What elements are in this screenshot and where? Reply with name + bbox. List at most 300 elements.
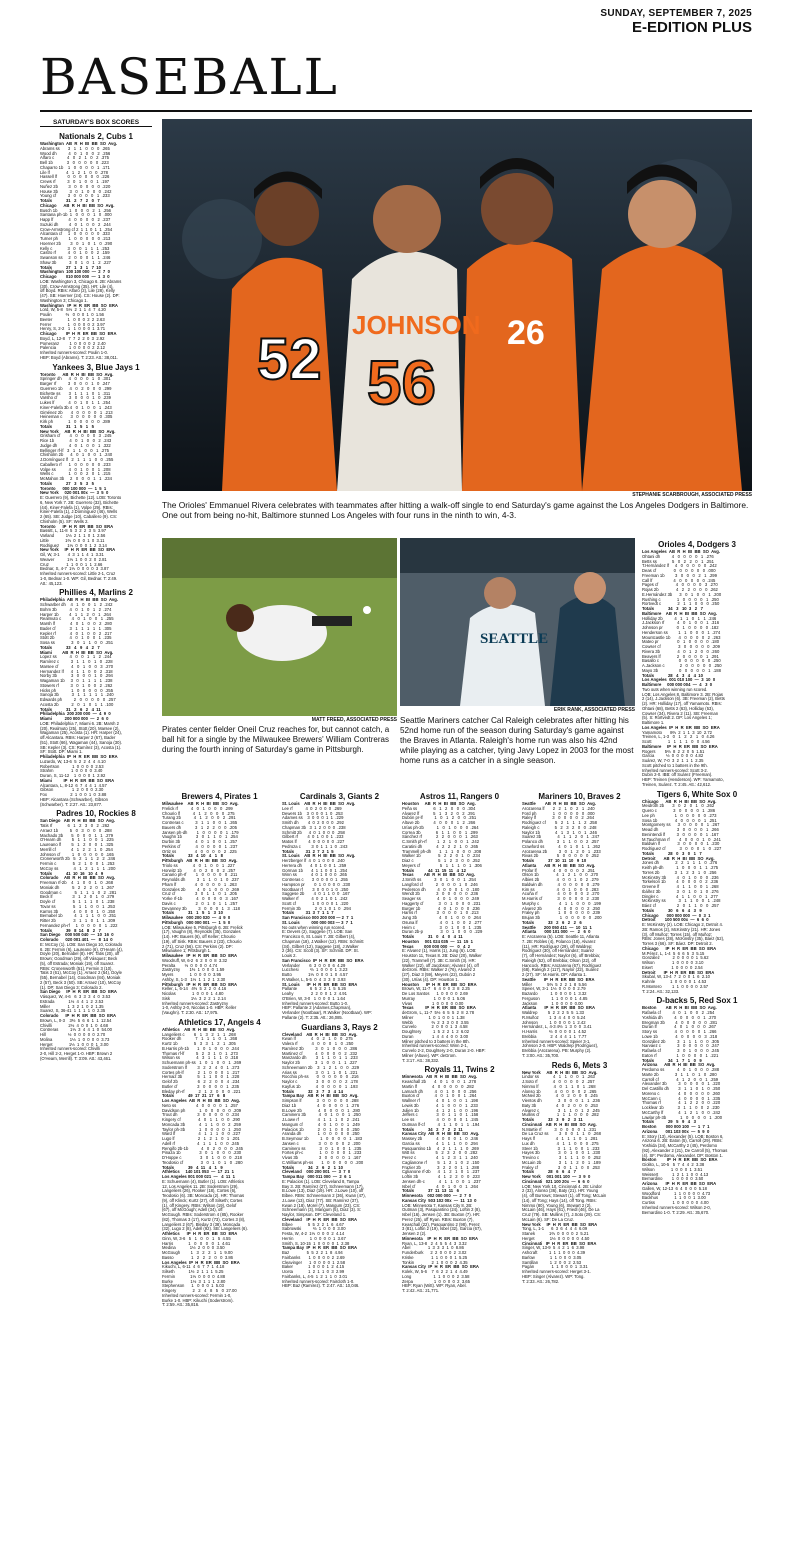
box-score-line: Hicks ph 1 0 0 0 0 0 .255 [40,687,114,693]
box-score-line: Aranda dh 1 0 0 0 0 0 .250 [282,1131,360,1137]
box-score-line: Bregman 3b 4 0 0 0 0 0 .281 [642,1019,718,1025]
box-score-line: Tatis 3 (61), McCoy (1), Arraez 2 (54), Doyle [40,970,122,976]
box-score-line: Kansas City IP H R ER BB SO ERA [402,1264,479,1270]
box-score-line: Hoerner 2b 3 0 1 0 1 0 .290 [40,240,113,246]
box-score-line: Baltimore 1. [642,720,665,725]
box-score-line: Locklear 1b 3 1 1 0 0 2 .230 [642,1105,720,1110]
box-score-line: Caglianone rf 5 1 2 1 0 2 .150 [402,1159,480,1165]
box-score-line: Toronto 000 100 000 — 1 5 1 [40,485,107,491]
game-headline: Brewers 4, Pirates 1 [181,792,258,801]
box-score-line: D'Hoppe c 3 0 1 0 0 0 .218 [162,1155,242,1160]
box-score-line: Baltimore AB R H BI BB SO Avg. [642,610,717,616]
box-score-line: 3 (81), Loftin 2 (19), Isbel (32), Garcia (67), [402,1226,482,1232]
box-score-line: Totals 41 10 16 10 4 9 [40,870,104,876]
box-score-line: Philadelphia IP H R ER BB SO ERA [40,754,118,759]
box-score-line: San Diego AB R H BI BB SO Avg. [40,818,115,824]
box-score-line: LOB: Philadelphia 7, Miami 6. 2B: Marsh 2 [40,720,119,726]
box-score-line: Kim ss 4 0 1 0 0 0 .283 [522,886,599,892]
box-score-line: deGrom, L, 11-7 5⅓ 6 5 5 2 8 2.78 [402,1010,475,1015]
box-score-line: Rodríguez cf 5 2 1 1 1 2 .258 [522,820,597,825]
box-score-line: Cortes ph-lf 2 1 0 0 0 1 .217 [162,1069,240,1075]
box-score-line: Jansen ph-dh 1 0 0 0 0 1 .179 [162,829,239,835]
box-score-line: Toronto IP H R ER BB SO ERA [40,523,114,529]
box-score-line: C.Williams ph-ss 1 0 0 0 0 0 .200 [282,1159,364,1165]
box-score-line: R.Muñoz 1 3 4 4 0 0 5.24 [522,1014,586,1020]
box-score-column-6 [642,538,752,1538]
box-score-line: Houston 11, Texas 8. 2B: Diaz (20), Walker [402,953,482,958]
box-score-line: Torkelson 1b 4 0 0 0 0 2 .236 [642,879,719,885]
box-score-line: Totals 33 4 10 4 1 8 [162,853,223,859]
box-score-line: B.Lowe (13), Diaz (19). HR: J.Lowe (10), off [282,1188,364,1194]
box-score-line: Rortvedt c 2 1 1 0 0 0 .250 [642,601,720,607]
box-score-line: Gorman 1b 4 1 1 0 0 1 .254 [282,867,348,873]
box-score-line: Greene lf 4 1 1 0 0 1 .268 [642,884,719,889]
jersey-number-56: 56 [367,349,436,418]
box-score-line: Jung 3b 4 0 1 0 0 0 .264 [402,915,481,920]
box-score-line: Shaw 3b 3 0 1 0 1 2 .227 [40,259,111,265]
box-score-line: Totals 31 1 5 1 5 [40,423,94,429]
box-score-line: Isbel cf 4 0 1 0 0 1 .264 [402,1183,479,1189]
box-score-line: Totals 31 1 5 1 3 10 [162,910,223,916]
box-score-line: 2-0, Hill 2-2, Herget 1-0. HBP: Brown 2 [40,1051,113,1056]
box-score-line: Thomas rf 4 1 2 2 0 0 .220 [642,1100,721,1106]
box-score-line: R.Walker, L, 5-5 0 4 3 3 0 3.93 [282,976,346,982]
box-score-line: Chapman (18), J.Walker (12). RBIs: Schmitt [282,938,364,944]
box-score-line: Adames ss 3 0 0 0 1 1 .229 [282,815,344,821]
box-score-line: Festa, W, 4-2 1⅓ 0 0 0 2 4.14 [282,1231,345,1236]
box-score-line: Totals 27 3 5 3 5 [40,480,94,486]
box-score-line: San Francisco IP H R ER BB SO ERA [282,957,364,963]
box-score-line: Detroit 100 500 00x — 6 6 0 [642,917,709,923]
box-score-line: San Francisco 000 200 000 — 2 7 1 [282,915,354,920]
box-score-line: Kingery cf 4 0 1 1 0 0 .290 [162,1117,240,1122]
box-score-line: Bernardino 1 0 0 0 0 3.50 [642,1176,704,1182]
box-score-line: New York AB R H BI BB SO Avg. [40,428,116,434]
box-score-line: Crow-Armstrong cf 2 1 1 0 1 1 .254 [40,226,113,232]
box-score-line: Pedroza c 3 0 1 1 1 0 .243 [282,843,348,849]
box-score-line: Ritter 2b 3 1 1 0 1 1 .209 [40,918,116,923]
box-score-line: Witt ss 5 2 3 2 0 0 .282 [402,1150,478,1156]
box-score-line: Alexander 3b 3 0 0 0 0 1 .220 [642,1081,721,1087]
box-score [522,792,637,1059]
mariners-photo-caption: Seattle Mariners catcher Cal Raleigh celebrates after hitting his 52nd home run of the season during Saturday's game against the Braves in Atlanta. Raleigh's home run was also his 42nd while playing as a catcher, tying Javy Lopez in 2003 for the most home runs as a catcher in a single season. [400,716,634,765]
box-score-line: Pages cf 4 0 0 0 0 3 .270 [642,582,718,588]
box-score-line: Butler cf 3 0 0 0 0 1 .235 [162,1083,240,1089]
box-score-line: Ramírez 3b 3 0 1 0 0 0 .286 [282,1045,358,1051]
box-score [402,1065,517,1294]
box-score-line: Profar lf 4 0 0 0 0 2 .251 [522,867,595,873]
box-score-line: Abrams ss 3 1 1 0 0 0 .265 [40,145,110,151]
box-score-line: Los Angeles 001 010 100 — 3 10 0 [642,677,716,683]
box-score-line: Crews rf 3 0 1 0 0 1 .197 [40,179,110,184]
box-score-line: (22), Trammell (7). 3B: C.Smith (3). HR: [402,957,476,963]
box-score-line: M.Harris cf 3 0 0 0 0 2 .230 [522,896,600,901]
box-score-line: B.Seymour 1b 1 0 0 0 0 1 .183 [282,1136,363,1141]
box-score-line: Philadelphia 200 200 000 — 4 9 0 [40,711,111,717]
box-score-line: Detroit IP H R ER BB SO ERA [642,969,715,975]
box-score-line: Mead dh 3 0 0 0 0 1 .266 [642,827,719,832]
box-score-line: Walker 1b 5 2 2 0 1 0 .234 [402,853,481,859]
box-score-line: Molina 1⅓ 1 0 0 0 0 3.73 [40,1036,110,1042]
mariners-photo-illustration [400,538,635,706]
box-score-line: Miami 200 000 000 — 2 6 0 [40,716,109,721]
box-score-line: (55), Bernabel (14), Goodman (84), Moniak [40,975,121,980]
box-score-line: Goodman c 5 1 1 1 0 2 .281 [40,889,117,895]
box-score-line: Baldwin lf 3 0 0 0 0 1 .230 [642,841,720,847]
box-score-line: T: 2:24. Att.: 32,133. [642,988,680,994]
box-score-line: Hill ⅓ 0 0 0 0 0 2.70 [40,1032,106,1037]
box-score-line: Pasquantino 1b 4 2 1 1 1 0 .269 [402,1145,479,1151]
box-score-line: Schuemann ph-ss 1 0 1 0 0 1 .269 [162,1060,242,1065]
box-score-line: Walker rf 4 0 2 1 0 1 .242 [282,896,348,901]
box-score-line: Schneemann (3), Mangum (5), Diaz (3). S: [282,1207,362,1213]
box-score-line: Miller 1 3 2 1 0 2 1.35 [40,1003,104,1009]
box-score-line: (30), Crow-Armstrong (35). HR: Lile (4), [40,283,114,289]
box-score-line: T: 2:42. Att.: 21,771. [402,1288,440,1293]
box-score-line: Arias ss 3 0 1 1 0 1 .221 [282,1069,358,1075]
box-score-line: (17), Vaughn (8), Reynolds (35), Gonzales [162,929,241,935]
orioles-celebration-photo [162,119,752,491]
box-score-line: Duran 1 4 4 4 0 0 3.00 [402,1033,469,1039]
box-score-line: Totals 37 10 11 10 9 10 [522,858,587,863]
box-score-column-4 [402,790,517,1538]
mariners-photo-credit: ERIK RANK, ASSOCIATED PRESS [553,707,635,713]
box-score-line: Rafaela cf 4 0 1 0 0 2 .254 [642,1010,715,1015]
box-score-line: Lukes lf 4 0 1 0 1 1 .254 [40,400,111,405]
jersey-number-26: 26 [507,314,545,352]
box-score-line: Cincinnati AB R H BI BB SO Avg. [522,1121,597,1127]
box-score-line: Benintendi lf 3 0 0 0 0 1 .167 [642,831,719,837]
pirates-photo-credit: MATT FREED, ASSOCIATED PRESS [311,717,397,723]
game-headline: Yankees 3, Blue Jays 1 [52,362,140,372]
box-score-line: Tovar ss 5 1 1 0 0 1 .253 [40,903,115,909]
box-score-line: Mangum cf 4 0 1 0 0 1 .249 [282,1121,360,1127]
box-score-line: Rivera 3b 4 0 1 2 0 0 .260 [642,648,720,654]
box-score-line: Waldrep 5 2 2 2 5 5 1.33 [522,1010,584,1015]
box-score-line: Los Angeles IP H R ER BB SO ERA [162,1259,240,1265]
box-score-line: Bibee. RBIs: Schneemann 2 (36), Kwan (47), [282,1193,366,1198]
box-score-column-3 [282,790,397,1538]
box-score-line: T: 2:59. Att.: 35,816. [162,1302,200,1308]
box-score-line: 6. 2B: Fermin (6), Laureano (6), O'Hearn (4), [40,946,123,952]
box-score-line: E: Guerrero (9), Bichette (12). LOB: Toronto [40,495,122,500]
box-score-line: Moreno c 4 0 0 0 0 0 .260 [642,1090,720,1096]
box-score-line: McCann c 4 0 0 0 0 1 .235 [642,1095,721,1101]
box-score-line: Chicago IP H R ER BB SO ERA [642,945,717,951]
box-score-line: Zerpa 1 0 0 0 0 2 3.65 [402,1278,470,1284]
box-score-line: St. Louis 000 000 003 — 3 7 1 [282,919,353,925]
box-score-line: Kwan 2 (18), Morel (7), Mangum (23). CS: [282,1202,361,1208]
box-score-line: Cincinnati IP H R ER BB SO ERA [522,1240,597,1246]
box-score-line: Totals 31 2 6 2 4 11 [40,706,101,712]
box-score-line: Lindor ss 4 1 1 0 0 1 .263 [522,1074,595,1080]
box-score-line: Turang 2b 4 1 2 0 0 2 .291 [162,815,236,821]
box-score-line: Barlow 1 1 0 0 0 3.05 [522,1254,582,1260]
box-score-line: Duran lf 4 0 1 0 0 0 .267 [642,1024,717,1030]
box-score-line: Mateo pr 0 1 0 0 0 0 .180 [642,639,720,645]
box-score-line: Colorado AB R H BI BB SO Avg. [40,875,116,881]
box-score-line: Chicago AB R H BI BB SO Avg. [642,798,717,804]
box-score-line: Machado 3b 5 0 0 0 1 1 .279 [40,832,114,838]
box-score-line: Walker (22), off Jacobson; Alvarez (4), off [402,962,479,968]
box-score-line: McNeil 2b 4 0 2 0 0 0 .245 [522,1093,598,1099]
box-score-line: Devanney 3b 3 0 0 0 1 3 .118 [162,905,240,911]
box-score-line: Pallante (2). T: 2:35. Att.: 26,085. [282,1014,343,1020]
box-score-line: Abel 1 3 3 3 1 0 8.86 [402,1245,464,1251]
game-headline: Astros 11, Rangers 0 [419,792,500,801]
box-score-line: 1-0, Bednar 1-0. WP: Gil, Bednar. T: 2:49. [40,575,118,581]
box-score-line: Keller, L, 6-14 4⅔ 5 2 2 0 4.16 [162,986,227,992]
box-score-line: Meyers cf 5 1 1 1 0 1 .306 [402,862,482,868]
box-score-line: Jeffers c 3 0 1 1 0 1 .158 [402,1112,479,1118]
box-score-line: O'Brien, W, 3-0 1 0 0 0 1 1.64 [282,995,346,1001]
box-score-line: Los Angeles AB R H BI BB SO Avg. [642,549,721,554]
box-score-line: Inherited runners-scored: Wilson 2-0, [642,1204,711,1210]
box-score-line: Tonkin 2 1 0 0 0 2 4.35 [402,1259,468,1265]
box-score-line: Poulin ⅔ 0 0 0 1 0 1.56 [40,312,105,317]
box-score-line: Langeliers 2 (67), Bleday 3 (38), Moncada [162,1221,241,1227]
box-score-line: Inherited runners-scored: Fermin 1-0, [162,1292,232,1298]
box-score-line: Zastryzny 1⅔ 1 0 0 0 1.59 [162,967,225,973]
box-score-line: Wendt 2b 3 0 0 0 0 0 .236 [402,891,479,897]
box-score-line: Uceta 1 2 1 1 0 3 2.99 [282,1269,345,1274]
box-score-line: deGrom. RBIs: Walker 2 (76), Alvarez 2 [402,967,476,973]
box-score-line: Bassitt, L, 11-8 5 3 2 2 3 5 3.97 [40,528,107,534]
box-score-line: (4), off Burrows; Stewart (1), off Tong; McLain [522,1193,607,1198]
box-score-line: (92), Alexander 2 (21), De Carroll (5), Thomas [642,1147,728,1153]
box-score-line: Matos lf 4 0 0 0 0 0 .227 [282,839,345,844]
box-score-line: Pallante 6 5 2 2 1 5 5.26 [282,986,347,992]
box-score-line: Nootbaar rf 3 0 0 0 1 0 .250 [282,886,349,892]
box-score-line: Mayo 3b 0 0 0 0 0 1 .188 [642,667,721,673]
box-score-line: M.Tauchman rf 4 0 0 0 1 0 .241 [642,836,721,842]
box-score-line: St. Louis AB R H BI BB SO Avg. [282,801,356,806]
box-score-line: Guerrero 1b 4 0 2 0 0 0 .299 [40,385,112,391]
box-score-line: Beavers lf 2 0 0 0 0 1 .291 [642,653,719,659]
box-score-line: Inherited runners-scored: Faircloth 1-0. [282,1278,355,1284]
box-score-line: Totals 28 4 3 4 4 10 [642,672,703,678]
box-score-line: Atlanta AB R H BI BB SO Avg. [522,862,596,868]
box-score-line: Kikuchi, L, 6-11 4 6 7 7 1 4.18 [162,1264,225,1270]
box-score-line: J.Jackson rf 4 0 1 0 0 1 .316 [642,620,720,626]
box-score-line: Leahy 2 2 0 0 1 2 4.91 [282,991,347,996]
box-score-line: Raleigh (52), off Brebbia; Olson (22), off [522,957,597,963]
box-score-line: Dewers 1b 3 0 0 0 1 0 .253 [282,810,343,816]
box-score-line: Torres 3 (66). SF: Báez. DP: Detroit 2. [642,941,713,946]
box-score-line: Woodruff, W, 6-2 6 2 0 0 8 3.32 [162,957,228,963]
box-score-line: Brujan 3b 1 0 0 0 0 0 .200 [522,915,602,920]
box-score-line: Chicago IP H R ER BB SO ERA [40,331,117,336]
box-score-line: Burke 1-0. HBP: Kikuchi (Soderstrom). [162,1297,234,1303]
box-score-line: Totals 37 11 13 11 6 [402,1188,459,1194]
box-score-line: Little 1⅔ 0 0 0 1 0 3.11 [40,537,105,543]
box-score-line: Horwitz 1b 4 0 2 0 0 2 .257 [162,867,236,873]
box-score-line: Vientos dh 3 0 0 0 1 1 .236 [522,1098,600,1103]
box-score-line: Beeter 1 0 0 0 2 2 2.63 [40,316,105,322]
box-score-line: Yoshida (34), McCarthy 2 (45), Perdomo [642,1143,718,1148]
box-score-line: Atlanta 000 101 000 — 2 6 0 [522,929,591,935]
box-score-line: Colorado 020 001 401 — 8 14 0 [40,937,113,942]
box-score-line: Nimmo lf 4 0 1 1 0 1 .268 [522,1083,596,1089]
box-score-line: Kansas City AB R H BI BB SO Avg. [402,1131,480,1137]
box-score-line: Rodriguez 1⅓ 0 0 0 1 2 3.14 [40,542,107,548]
box-score-line: Keaschall (22), Pasquantino 2 (98), Perez [402,1221,480,1227]
box-score-line: Lee ph 1 0 0 0 0 0 .273 [642,812,717,818]
box-score-line: Winn ss 4 0 1 0 0 0 .265 [282,872,347,878]
box-score-line: Burke 1⅓ 3 1 1 1 2.80 [162,1278,226,1284]
box-score-line: Simpson lf 3 0 0 0 0 0 .288 [282,1098,359,1103]
box-score-line: Milner (Altuve). WP: deGrom. [402,1052,457,1058]
box-score-line: Karros 3b 4 0 0 0 1 0 .250 [40,908,116,914]
box-score-line: Lee rf 4 0 2 0 0 0 .269 [282,805,342,811]
box-score-line: Adell rf 4 1 1 1 0 0 .245 [162,1140,240,1146]
box-score-line: Garcia ⅓ 0 0 0 0 0 4.82 [642,753,704,759]
box-score-line: Hernaiz 3b 5 1 1 0 0 1 .228 [162,1074,240,1080]
box-score-line: Fairbanks, L, 4-5 1 2 1 1 0 3.01 [282,1273,348,1279]
box-score-line: Vásquez, W, 4-6 6 3 3 3 4 0 3.53 [40,994,111,999]
box-score-line: Bauers dh 3 1 2 2 0 0 .205 [162,824,237,830]
box-score-line: Inherited runners-scored: Little 2-1, Cruz [40,571,116,576]
box-score-line: Heineman c 3 0 0 0 0 0 .305 [40,414,113,420]
box-score-line: Palacios 1b 2 0 1 0 0 0 .250 [282,1126,360,1132]
box-score-line: Wilson 1 0 0 0 1 3.51 [642,1166,703,1172]
box-score-line: Davis c 2 0 1 0 1 1 .257 [162,900,238,906]
box-score-line: Caminero 3b 4 0 1 0 0 1 .250 [282,1112,361,1118]
box-score-line: (5), off Estrada; Moniak (19), off Suarez. [40,960,115,966]
box-score-line: Contreras 1⅓ 3 4 4 1 0 54.00 [40,1027,112,1033]
box-score-line: Trevino c 3 1 1 1 0 0 .252 [522,1155,601,1160]
box-score-line: Varsho cf 3 0 0 0 1 0 .239 [40,395,111,401]
box-score-line: Cleavinger 1 0 0 0 0 1 2.58 [282,1259,346,1265]
box-score-line: Fox 2 1 0 0 1 0 3.88 [40,792,107,797]
game-headline: Athletics 17, Angels 4 [178,1017,261,1027]
box-score-line: Louis 2. [282,953,297,958]
box-score-line: Inherited runners-scored: Chivilli [40,1046,101,1052]
box-score-line: Pagán 1 1 0 0 0 1 3.31 [522,1264,588,1270]
box-score-line: Totals 27 1 3 1 7 10 [40,264,101,270]
box-score-line: Boston AB R H BI BB SO Avg. [642,1005,717,1011]
box-score-line: Scott pitched to 1 batters in the 9th. [642,762,708,768]
box-score-line: Milner pitched to 3 batters in the 8th. [402,1038,470,1044]
box-score-line: (9), off Klinck; Kurtz (27), off Silseth; Cortes [162,1197,243,1203]
box-score-line: Turner ph 1 0 0 0 0 0 .213 [40,236,111,241]
box-score-line: Bleday ph-rf 2 1 2 0 0 0 .221 [162,1088,241,1094]
masthead [600,8,752,36]
box-score-line: Houston IP H R ER BB SO ERA [402,981,477,987]
box-score-line: O'Hearn dh 5 1 1 0 0 1 .225 [40,837,114,843]
box-score-line: M.Pérez, L, 1-4 5 6 6 5 3 5.15 [642,950,705,956]
box-score-line: Cruz 1 1 0 0 1 1 2.66 [40,561,103,567]
box-score-line: De La Cruz ss 3 0 0 1 1 0 .268 [522,1131,601,1137]
box-score-line: (30), Urías (4). DP: Houston 1. [402,976,459,982]
box-score-line: Seager ss 4 0 1 0 0 0 .249 [402,896,480,901]
box-score-line: De Los Santos 1 0 0 0 0 2.69 [402,991,468,996]
box-score-line: Lewis 3b 4 1 0 0 0 1 .233 [402,1102,478,1108]
box-score-line: (27), Diaz 3 (59), Meyers (22), Dubón 2 [402,972,476,977]
box-score-line: Totals 32 3 7 3 4 14 [282,1088,343,1094]
box-score [40,588,152,807]
box-score-line: HBP: Pallante 2 (Adames,Chapman), [282,1005,352,1011]
box-score-line: Seattle IP H R ER BB SO ERA [522,976,595,982]
box-score-line: HBP: Baz (Ramírez). T: 2:47. Att.: 10,046. [282,1283,360,1289]
box-score-line: Milwaukee 000 200 020 — 4 9 0 [162,915,231,920]
box-score-line: Fraley ph 1 0 0 0 0 0 .239 [522,910,600,916]
box-score-line: Kingery 2 2 4 8 5 0 27.00 [162,1288,237,1293]
box-score-line: Cronenworth 2b 5 2 1 1 2 2 .246 [40,856,116,862]
box-score-line: Jansen c 3 0 0 0 0 2 .200 [282,1140,361,1146]
box-score-line: HBP: Boyd (Abrams). T: 2:23. Att.: 38,011. [40,354,119,360]
box-score-line: E: Alvarez (1), Harris (1), Jung (6). LOB: [402,948,477,954]
box-score-line: Lile lf 4 1 2 1 0 0 .278 [40,169,108,175]
box-score-line: Minnesota 002 000 000 — 2 7 0 [402,1193,472,1198]
box-score-line: Washington IP H R ER BB SO ERA [40,302,118,308]
box-score-line: Milwaukee IP H R ER BB SO ERA [162,953,238,958]
box-score-line: Naylor 1b 4 1 3 1 0 1 .246 [522,829,597,835]
box-score-line: E: Palacios (1). LOB: Cleveland 8, Tampa [282,1178,360,1184]
box-score-line: Outman (3), Pasquantino (24), Loftin 2 (8), [402,1207,481,1213]
box-score-line: Holliday 2b 4 1 1 0 1 1 .246 [642,615,717,621]
box-score-line: Cincinnati 021 100 20x — 6 6 0 [522,1178,590,1184]
box-score-line: Johnson 2-0. HBP: Waldrep (Rodríguez), [522,1043,599,1049]
box-score-line: Bazardo 1 0 0 0 0 1 3.32 [522,991,587,996]
box-score-line: Martin lf 4 0 0 0 0 0 .282 [402,1083,474,1089]
box-score-line: Miller 5⅔ 5 2 2 1 8 5.56 [522,981,587,987]
box-score-line: Bednar, S, 4-7 1⅓ 0 0 0 0 3 3.87 [40,566,109,572]
box-score-line: Fairbanks 1 0 0 0 0 2 2.69 [282,1254,345,1260]
box-score-line: Ford ph 1 0 0 0 0 0 .000 [522,810,595,816]
box-score-line: Ohtani (68), Betts 2 (63), Holliday (53), [642,705,714,711]
box-score-line: J.Smith ss 3 0 1 0 0 1 .254 [402,877,477,882]
box-score-line: Brown; Goodman (29), off Vásquez; Beck [40,956,118,961]
box-score-line: Valera rf 4 0 0 0 1 0 .250 [282,1041,354,1046]
box-score-line: Diaz c 5 1 2 3 0 0 .252 [402,858,480,863]
box-score-line: SF: Stott. DP: Miami 1. [40,749,83,755]
box-score-line: Texas 000 000 000 — 0 4 2 [402,943,471,949]
box-score-line: Freeman rf-2b 4 1 0 0 1 0 .268 [40,880,114,885]
box-score-line: (19), off Sisk. RBIs: Bauers 2 (23), Chourio [162,938,242,944]
box-score-line: E: Schuemann (4), Butler (1). LOB: Athletics [162,1178,244,1184]
box-score-line: Chaparro 1b 1 0 0 0 0 1 .171 [40,164,110,170]
game-headline: D-backs 5, Red Sox 1 [656,996,738,1006]
box-score-line: Schneemann 2b 3 1 2 1 0 0 .229 [282,1064,360,1070]
box-score-line: Wagaman 1b 3 0 1 1 1 1 .238 [40,678,113,683]
box-score-line: Kirk ph 1 0 0 0 0 0 .289 [40,419,111,424]
game-headline: Phillies 4, Marlins 2 [59,588,133,598]
box-score-line: Moniak dh 5 2 2 2 0 1 .267 [40,884,115,890]
box-score-line: Dubón pr-lf 1 0 1 2 0 0 .251 [402,815,477,821]
box-score-line: Alcantara cf 1 0 0 0 0 0 .333 [40,231,110,237]
box-score-line: Gibson 1 2 0 0 0 2.30 [40,787,104,793]
box-score-line: Bichette ss 3 1 1 1 0 1 .311 [40,390,111,396]
box-score-line: Alvarez 3b 4 0 0 0 0 2 .250 [522,905,600,911]
box-score-line: C.Smith ph-rf 1 2 1 0 0 1 .242 [402,839,480,844]
box-score-line: Basso 1 2 2 2 0 0 3.86 [162,1254,233,1260]
box-score-line: Larnach dh 4 0 1 0 0 0 .256 [402,1088,477,1094]
game-headline: Nationals 2, Cubs 1 [59,132,133,141]
box-score-line: San Diego IP H R ER BB SO ERA [40,989,117,995]
box-score-line: Chicago 010 000 000 — 1 3 0 [40,274,110,279]
box-score-line: Caballero rf 1 0 0 0 0 0 .233 [40,461,111,467]
box-score-line: (44), Kiner-Falefa (1), Volpe (29). RBIs: [40,504,113,510]
box-score-line: Curvelo 2 0 0 0 1 3 4.58 [402,1024,468,1030]
box-score [40,132,152,361]
box-score-line: Alcantara, L, 8-12 6 7 4 4 1 4.57 [40,782,107,788]
box-score-line: Totals 49 17 21 17 6 8 [162,1093,226,1099]
box-score-line: Reynolds dh 3 1 1 0 1 0 .237 [162,877,239,882]
box-score-line: Baltimore IP H R ER BB SO ERA [642,743,718,749]
box-score-line: T.Hernández lf 4 0 0 0 0 0 .242 [642,563,717,569]
box-score-line: LOB: Milwaukee 5, Pittsburgh 6. 2B: Frelick [162,924,243,930]
